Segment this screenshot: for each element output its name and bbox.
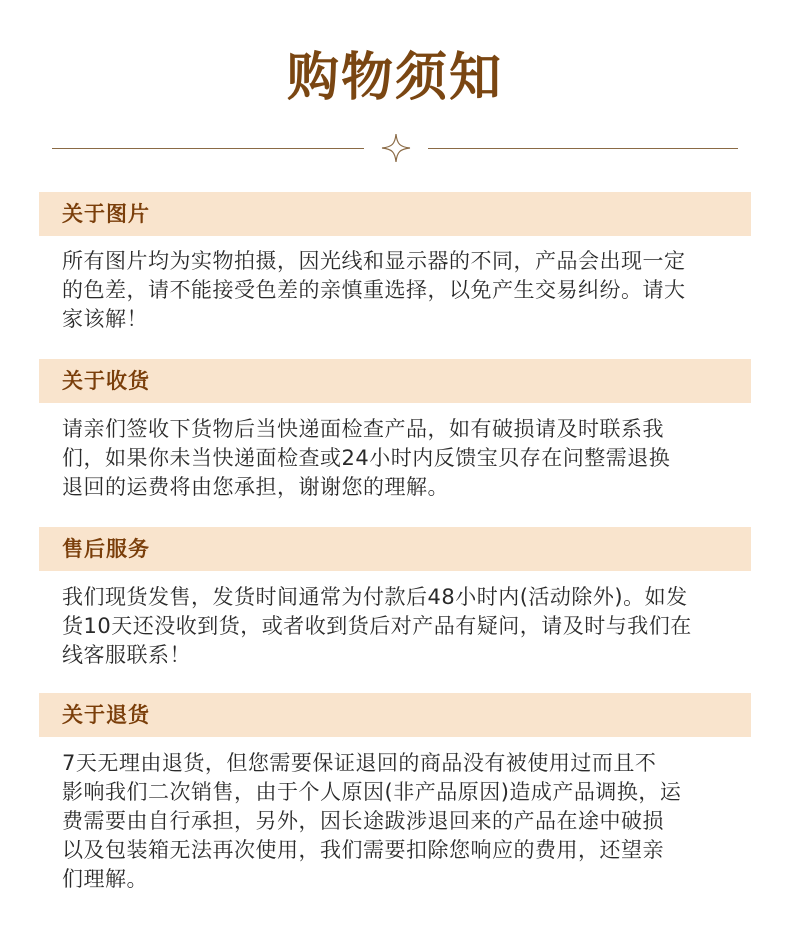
four-point-sparkle-icon bbox=[380, 132, 412, 164]
body-line: 们，如果你未当快递面检查或24小时内反馈宝贝存在问整需退换 bbox=[62, 446, 671, 470]
divider-line-left bbox=[52, 148, 364, 149]
body-line: 以及包装箱无法再次使用，我们需要扣除您响应的费用，还望亲 bbox=[62, 838, 664, 862]
body-line: 请亲们签收下货物后当快递面检查产品，如有破损请及时联系我 bbox=[62, 417, 664, 441]
section-header-after-sales bbox=[39, 527, 751, 571]
section-header-about-returns bbox=[39, 693, 751, 737]
section-heading: 售后服务 bbox=[62, 537, 150, 561]
section-header-about-receiving bbox=[39, 359, 751, 403]
body-line: 退回的运费将由您承担，谢谢您的理解。 bbox=[62, 475, 449, 499]
section-header-about-images bbox=[39, 192, 751, 236]
body-line: 我们现货发售，发货时间通常为付款后48小时内(活动除外)。如发 bbox=[62, 585, 688, 609]
body-line: 的色差，请不能接受色差的亲慎重选择，以免产生交易纠纷。请大 bbox=[62, 278, 686, 302]
body-line: 费需要由自行承担，另外，因长途跋涉退回来的产品在途中破损 bbox=[62, 809, 664, 833]
body-line: 货10天还没收到货，或者收到货后对产品有疑问，请及时与我们在 bbox=[62, 614, 692, 638]
body-line: 所有图片均为实物拍摄，因光线和显示器的不同，产品会出现一定 bbox=[62, 249, 686, 273]
body-line: 家该解！ bbox=[62, 307, 148, 331]
section-heading: 关于图片 bbox=[62, 202, 150, 226]
section-body-about-returns bbox=[62, 749, 738, 894]
section-heading: 关于退货 bbox=[62, 703, 150, 727]
section-body-about-receiving bbox=[62, 415, 738, 502]
section-body-after-sales bbox=[62, 583, 738, 670]
body-line: 线客服联系！ bbox=[62, 643, 191, 667]
divider-line-right bbox=[428, 148, 738, 149]
body-line: 们理解。 bbox=[62, 867, 148, 891]
section-heading: 关于收货 bbox=[62, 369, 150, 393]
section-body-about-images bbox=[62, 247, 738, 334]
body-line: 影响我们二次销售，由于个人原因(非产品原因)造成产品调换，运 bbox=[62, 780, 682, 804]
page-title: 购物须知 bbox=[286, 47, 503, 108]
body-line: 7天无理由退货，但您需要保证退回的商品没有被使用过而且不 bbox=[62, 751, 657, 775]
